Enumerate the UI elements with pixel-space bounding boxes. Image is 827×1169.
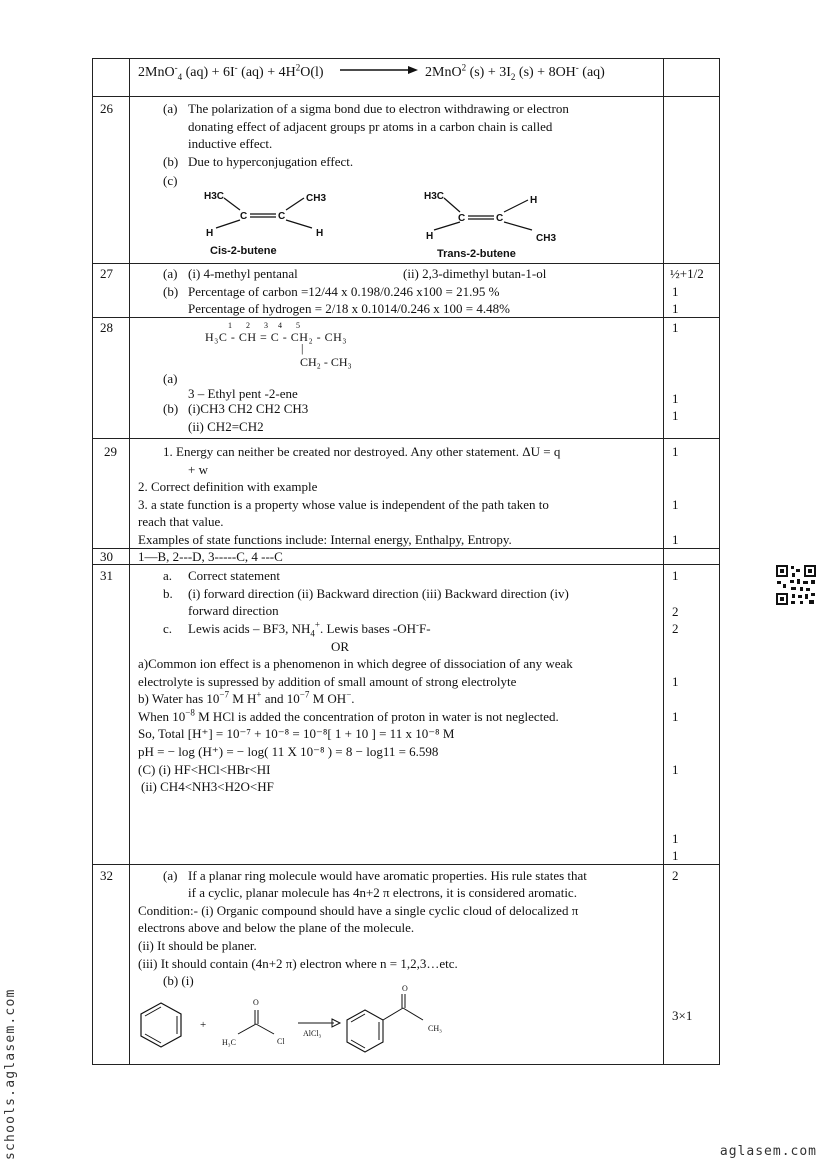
question-number: 29 — [104, 444, 117, 459]
part-label: (b) (i) — [163, 973, 194, 988]
reaction-arrow — [298, 1018, 342, 1028]
marks: 1 — [672, 762, 679, 777]
text-run: M OH — [309, 691, 347, 706]
eq-text: (s) + 3I — [466, 65, 511, 80]
answer-text: a)Common ion effect is a phenomenon in which degree of dissociation of any weak — [138, 656, 573, 671]
atom-label: C — [496, 213, 504, 224]
atom-label: H — [530, 195, 538, 206]
eq-text: (aq) + 6I — [185, 65, 235, 80]
plus-sign: + — [200, 1019, 207, 1031]
row-divider — [92, 96, 719, 97]
table-border-left — [92, 58, 93, 1065]
eq-sup: 2 — [295, 62, 301, 73]
molecule-caption: Cis-2-butene — [210, 245, 277, 257]
qr-code-icon — [776, 565, 816, 605]
answer-text — [188, 620, 431, 637]
text-run: and 10 — [261, 691, 300, 706]
atom-label: C — [240, 211, 248, 222]
part-label: (c) — [163, 173, 178, 188]
answer-text: So, Total [H⁺] = 10⁻⁷ + 10⁻⁸ = 10⁻⁸[ 1 + 10 ] = 11 x 10⁻⁸ M — [138, 726, 455, 741]
atom-label: H — [316, 228, 324, 239]
answer-text: if a cyclic, planar molecule has 4n+2 π electrons, it is considered aromatic. — [188, 885, 577, 900]
marks: 1 — [672, 831, 679, 846]
eq-sub: 2 — [510, 71, 516, 82]
reagent-label: AlCl₃ — [303, 1029, 322, 1038]
eq-sup: - — [174, 62, 178, 73]
superscript: −7 — [299, 689, 310, 700]
answer-text: (i) forward direction (ii) Backward direction (iii) Backward direction (iv) — [188, 586, 569, 601]
marks: 1 — [672, 391, 679, 406]
text-run: . — [351, 691, 355, 706]
row-divider — [92, 864, 719, 865]
answer-text: 1—B, 2---D, 3-----C, 4 ---C — [138, 549, 283, 564]
question-number: 28 — [100, 320, 113, 335]
answer-text: 2. Correct definition with example — [138, 479, 318, 494]
answer-text: (iii) It should contain (4n+2 π) electron where n = 1,2,3…etc. — [138, 956, 458, 971]
cis-2-butene-bonds — [200, 190, 330, 240]
answer-text: (ii) 2,3-dimethyl butan-1-ol — [403, 266, 547, 281]
marks: 1 — [672, 709, 679, 724]
watermark-left: schools.aglasem.com — [3, 988, 18, 1160]
answer-text: Percentage of carbon =12/44 x 0.198/0.246 x100 = 21.95 % — [188, 284, 500, 299]
part-label: b. — [163, 586, 173, 601]
eq-text: (aq) + 4H — [237, 65, 296, 80]
text-run: Lewis acids – BF3, NH — [188, 621, 311, 636]
atom-label: C — [278, 211, 286, 222]
question-number: 31 — [100, 568, 113, 583]
structure-main-chain: H₃C - CH = C - CH₂ - CH₃ — [205, 330, 347, 344]
row-divider — [92, 317, 719, 318]
marks: 1 — [672, 408, 679, 423]
answer-text: forward direction — [188, 603, 279, 618]
eq-sup: 2 — [461, 62, 467, 73]
marks: 1 — [672, 301, 679, 316]
marks: 1 — [672, 284, 679, 299]
table-border-top — [92, 58, 719, 59]
marks: 1 — [672, 532, 679, 547]
marks: 3×1 — [672, 1008, 693, 1023]
marks: 1 — [672, 497, 679, 512]
atom-label: H₃C — [222, 1038, 236, 1047]
marks: 1 — [672, 320, 679, 335]
part-label: (b) — [163, 284, 179, 299]
trans-2-butene-bonds — [420, 190, 550, 240]
atom-label: CH3 — [306, 193, 327, 204]
marks: 1 — [672, 848, 679, 863]
answer-text: The polarization of a sigma bond due to electron withdrawing or electron — [188, 101, 569, 116]
atom-label: O — [402, 984, 408, 993]
atom-label: Cl — [277, 1037, 285, 1046]
atom-label: H3C — [204, 191, 225, 202]
equation-left — [138, 64, 324, 81]
question-number: 27 — [100, 266, 113, 281]
part-label: (a) — [163, 371, 178, 386]
atom-label: H3C — [424, 191, 445, 202]
part-label: (a) — [163, 101, 178, 116]
text-run: b) Water has 10 — [138, 691, 220, 706]
text-run: M HCl is added the concentration of proton in water is not neglected. — [194, 709, 559, 724]
structure-branch: CH₂ - CH₃ — [300, 355, 352, 369]
column-divider — [663, 58, 664, 1065]
molecule-caption: Trans-2-butene — [437, 248, 516, 260]
answer-text: (ii) CH2=CH2 — [188, 419, 264, 434]
atom-label: CH3 — [536, 233, 557, 244]
marks: 2 — [672, 868, 679, 883]
carbon-numbering: 1 2 3 4 5 — [228, 321, 300, 330]
answer-text: donating effect of adjacent groups pr atoms in a carbon chain is called — [188, 119, 553, 134]
atom-label: H — [426, 231, 434, 242]
answer-text: 1. Energy can neither be created nor destroyed. Any other statement. ΔU = q — [163, 444, 561, 459]
answer-text: Correct statement — [188, 568, 281, 583]
superscript: −7 — [219, 689, 229, 700]
superscript: + — [256, 689, 262, 700]
answer-text: (ii) CH4<NH3<H2O<HF — [141, 779, 274, 794]
row-divider — [92, 438, 719, 439]
part-label: c. — [163, 621, 173, 636]
eq-text: 2MnO — [138, 65, 175, 80]
answer-text: Examples of state functions include: Internal energy, Enthalpy, Entropy. — [138, 532, 512, 547]
eq-sup: - — [234, 62, 238, 73]
answer-text: electrolyte is supressed by addition of small amount of strong electrolyte — [138, 674, 517, 689]
part-label: (a) — [163, 868, 178, 883]
benzene-ring-icon — [136, 1000, 186, 1050]
answer-text: electrons above and below the plane of the molecule. — [138, 920, 415, 935]
marks: 2 — [672, 621, 679, 636]
answer-text: pH = − log (H⁺) = − log( 11 X 10⁻⁸ ) = 8 − log11 = 6.598 — [138, 744, 439, 759]
subscript: 4 — [310, 628, 315, 639]
column-divider — [129, 58, 130, 1065]
question-number: 32 — [100, 868, 113, 883]
part-label: (a) — [163, 266, 178, 281]
answer-text: (ii) It should be planer. — [138, 938, 257, 953]
atom-label: O — [253, 998, 259, 1007]
row-divider — [92, 263, 719, 264]
answer-text — [138, 708, 559, 725]
question-number: 26 — [100, 101, 113, 116]
equation-right — [425, 64, 605, 81]
superscript: - — [416, 619, 420, 630]
table-border-bottom — [92, 1064, 719, 1065]
answer-text: If a planar ring molecule would have aromatic properties. His rule states that — [188, 868, 587, 883]
eq-sup: - — [575, 62, 579, 73]
or-separator: OR — [331, 639, 350, 654]
answer-text: Condition:- (i) Organic compound should have a single cyclic cloud of delocalized π — [138, 903, 579, 918]
eq-text: (aq) — [578, 65, 605, 80]
eq-sub: 4 — [177, 71, 183, 82]
answer-text: Due to hyperconjugation effect. — [188, 154, 354, 169]
watermark-right: aglasem.com — [719, 1144, 817, 1159]
eq-text: (s) + 8OH — [515, 65, 576, 80]
answer-text: reach that value. — [138, 514, 224, 529]
marks: 1 — [672, 568, 679, 583]
eq-text: 2MnO — [425, 65, 462, 80]
eq-text: O(l) — [300, 65, 324, 80]
atom-label: CH₃ — [428, 1024, 442, 1033]
superscript: + — [314, 619, 320, 630]
answer-text: (i)CH3 CH2 CH2 CH3 — [188, 401, 309, 416]
part-label: (b) — [163, 401, 179, 416]
superscript: − — [346, 689, 352, 700]
atom-label: C — [458, 213, 466, 224]
atom-label: H — [206, 228, 214, 239]
text-run: When 10 — [138, 709, 186, 724]
structure-branch-bond: | — [301, 341, 304, 355]
answer-text: 3 – Ethyl pent -2-ene — [188, 386, 298, 401]
table-border-right — [719, 58, 720, 1065]
marks: 2 — [672, 604, 679, 619]
answer-text: 3. a state function is a property whose value is independent of the path taken to — [138, 497, 549, 512]
marks: 1 — [672, 674, 679, 689]
marks: ½+1/2 — [670, 266, 704, 281]
text-run: . Lewis bases -OH — [320, 621, 417, 636]
answer-text: Percentage of hydrogen = 2/18 x 0.1014/0.246 x 100 = 4.48% — [188, 301, 510, 316]
answer-text: (i) 4-methyl pentanal — [188, 266, 298, 281]
marks: 1 — [672, 444, 679, 459]
text-run: F- — [419, 621, 431, 636]
part-label: a. — [163, 568, 173, 583]
answer-text: + w — [188, 462, 208, 477]
reaction-arrow — [340, 64, 420, 76]
answer-text: (C) (i) HF<HCl<HBr<HI — [138, 762, 271, 777]
question-number: 30 — [100, 549, 113, 564]
superscript: −8 — [185, 707, 195, 718]
part-label: (b) — [163, 154, 179, 169]
text-run: M H — [228, 691, 257, 706]
answer-text: inductive effect. — [188, 136, 273, 151]
answer-text — [138, 690, 355, 707]
